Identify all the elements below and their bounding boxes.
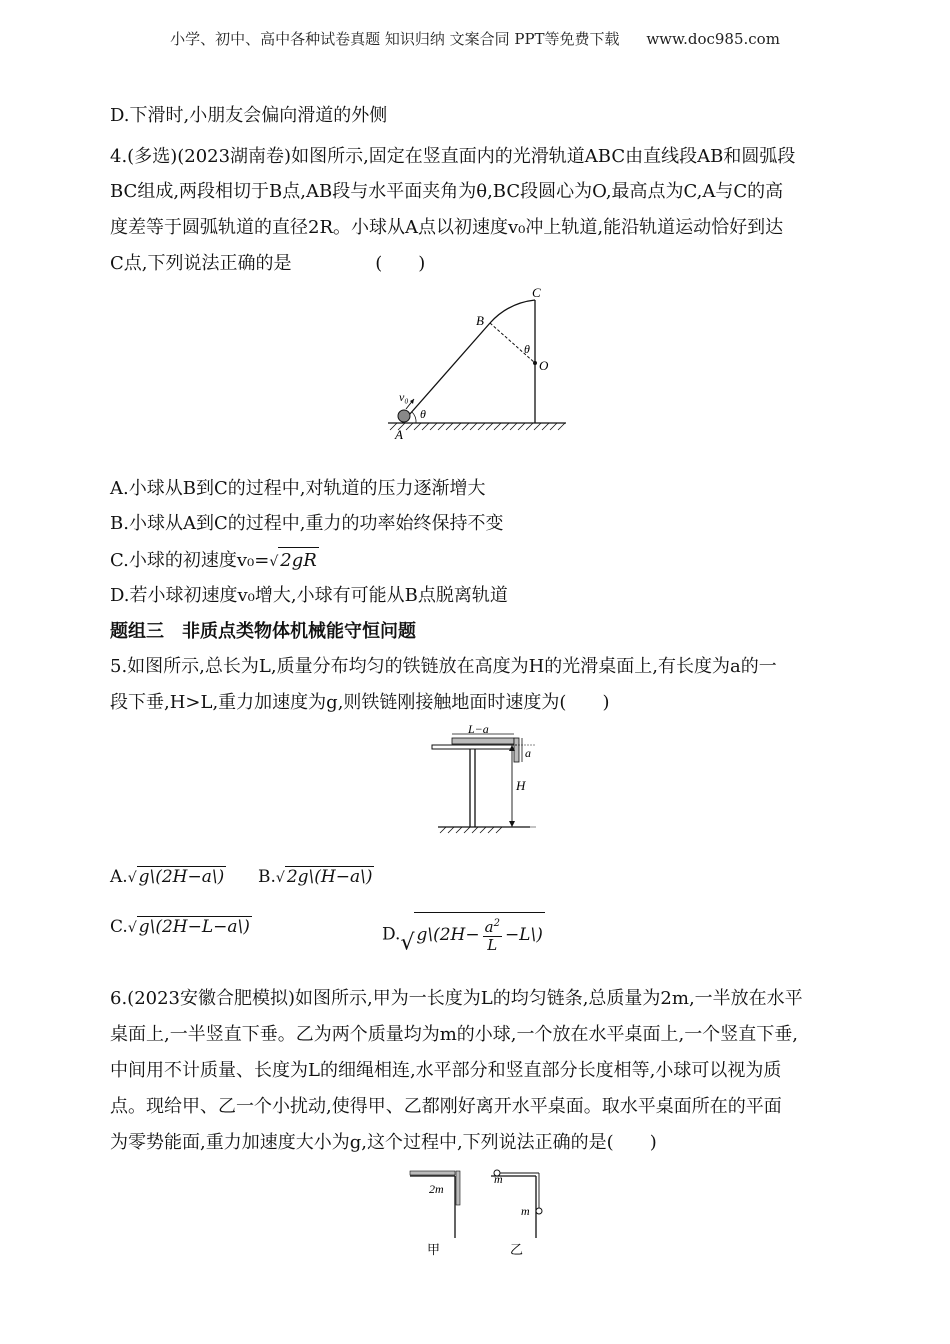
q6-line5: 为零势能面,重力加速度大小为g,这个过程中,下列说法正确的是( ) xyxy=(110,1132,657,1153)
header-text: 小学、初中、高中各种试卷真题 知识归纳 文案合同 PPT等免费下载 xyxy=(170,30,620,48)
q4-answer-bracket: ( ) xyxy=(375,253,426,274)
q5-option-d-numerator: a xyxy=(484,918,494,936)
q5-option-b-letter: B. xyxy=(258,867,276,887)
q4-label-theta-bottom: θ xyxy=(420,407,426,421)
q6-label-yi: 乙 xyxy=(510,1242,524,1257)
q5-option-a: A.√ g\(2H−a\) xyxy=(110,867,225,887)
q4-label-o: O xyxy=(539,358,549,373)
q5-label-a: a xyxy=(525,746,531,760)
q4-option-b: B.小球从A到C的过程中,重力的功率始终保持不变 xyxy=(110,513,504,534)
q5-option-d-denominator: L xyxy=(487,936,498,954)
q5-option-d-pre: g\(2H− xyxy=(416,924,480,945)
q4-label-b: B xyxy=(476,313,484,328)
q4-option-c-radicand: 2gR xyxy=(278,547,319,574)
q6-line2: 桌面上,一半竖直下垂。乙为两个质量均为m的小球,一个放在水平桌面上,一个竖直下垂, xyxy=(110,1024,798,1045)
q5-option-c-letter: C. xyxy=(110,917,128,937)
q4-label-c: C xyxy=(532,285,541,300)
q5-option-b-radicand: 2g\(H−a\) xyxy=(286,867,373,887)
q4-option-d: D.若小球初速度v₀增大,小球有可能从B点脱离轨道 xyxy=(110,585,508,606)
q4-stem-end: C点,下列说法正确的是 xyxy=(110,253,292,274)
q5-line1: 5.如图所示,总长为L,质量分布均匀的铁链放在高度为H的光滑桌面上,有长度为a的一 xyxy=(110,656,777,677)
q6-label-jia: 甲 xyxy=(427,1242,441,1257)
q6-label-m-top: m xyxy=(494,1172,503,1186)
q4-line3: 度差等于圆弧轨道的直径2R。小球从A点以初速度v₀冲上轨道,能沿轨道运动恰好到达 xyxy=(110,217,784,238)
q4-option-c: C.小球的初速度v₀=√ 2gR xyxy=(110,547,845,575)
q4-option-c-text: C.小球的初速度v₀= xyxy=(110,550,270,571)
q5-line2: 段下垂,H>L,重力加速度为g,则铁链刚接触地面时速度为( ) xyxy=(110,692,610,713)
q5-option-d-exponent: 2 xyxy=(493,918,500,929)
q4-label-v0: v₀ xyxy=(399,390,409,404)
q6-line4: 点。现给甲、乙一个小扰动,使得甲、乙都刚好离开水平桌面。取水平桌面所在的平面 xyxy=(110,1096,782,1117)
q6-line1: 6.(2023安徽合肥模拟)如图所示,甲为一长度为L的均匀链条,总质量为2m,一半放在水平 xyxy=(110,988,803,1009)
q6-line3: 中间用不计质量、长度为L的细绳相连,水平部分和竖直部分长度相等,小球可以视为质 xyxy=(110,1060,782,1081)
q4-option-a: A.小球从B到C的过程中,对轨道的压力逐渐增大 xyxy=(110,478,486,499)
q5-option-d-letter: D. xyxy=(382,924,401,945)
q5-option-a-radicand: g\(2H−a\) xyxy=(138,867,225,887)
q5-option-d-post: −L\) xyxy=(504,924,543,945)
q4-label-a: A xyxy=(395,427,403,442)
q6-label-2m: 2m xyxy=(429,1182,444,1196)
q5-option-d: D.√ g\(2H− $\frac{a^2}{L}$ −L\) xyxy=(382,912,545,956)
q4-line1: 4.(多选)(2023湖南卷)如图所示,固定在竖直面内的光滑轨道ABC由直线段AB和圆弧段 xyxy=(110,146,796,167)
q4-label-theta-top: θ xyxy=(524,342,530,356)
q5-label-l-minus-a: L−a xyxy=(468,724,489,736)
q5-option-c: C.√ g\(2H−L−a\) xyxy=(110,917,250,937)
q5-option-d-radicand xyxy=(414,912,544,954)
q5-option-a-letter: A. xyxy=(110,867,128,887)
q3-option-d: D.下滑时,小朋友会偏向滑道的外侧 xyxy=(110,105,388,126)
q5-option-b: B.√ 2g\(H−a\) xyxy=(258,867,373,887)
q5-figure-chain xyxy=(430,724,540,834)
page-header xyxy=(0,28,950,49)
q4-line4 xyxy=(110,251,845,277)
q4-line2: BC组成,两段相切于B点,AB段与水平面夹角为θ,BC段圆心为O,最高点为C,A与C的高 xyxy=(110,181,784,202)
group3-title: 题组三 非质点类物体机械能守恒问题 xyxy=(110,621,416,642)
q5-option-d-fraction xyxy=(483,915,502,954)
q4-figure-track xyxy=(380,285,570,445)
q5-label-h: H xyxy=(516,778,526,793)
q6-figure-chain-balls xyxy=(405,1166,555,1261)
q6-label-m-side: m xyxy=(521,1204,530,1218)
header-site: www.doc985.com xyxy=(646,30,780,48)
q5-option-c-radicand: g\(2H−L−a\) xyxy=(138,917,250,937)
